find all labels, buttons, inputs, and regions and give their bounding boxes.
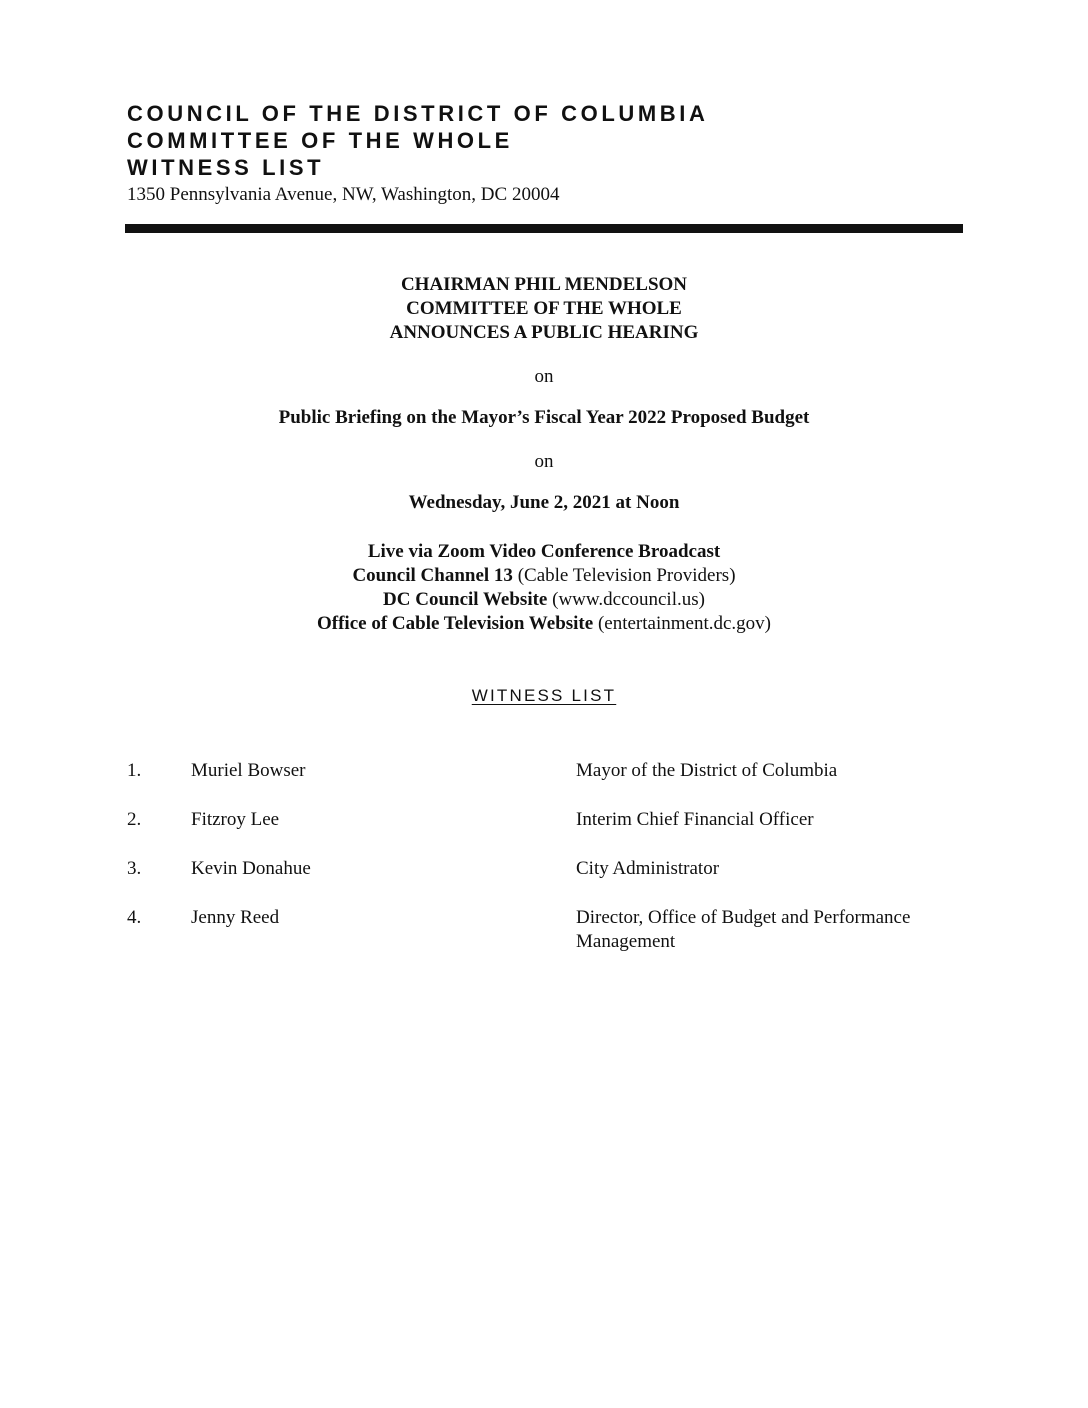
witness-title: Director, Office of Budget and Performance Management bbox=[576, 907, 911, 952]
website-detail: (www.dccouncil.us) bbox=[547, 589, 705, 610]
octv-label: Office of Cable Television Website bbox=[317, 613, 594, 634]
connector-on-1: on bbox=[534, 366, 554, 387]
announcement-line-3: ANNOUNCES A PUBLIC HEARING bbox=[389, 322, 699, 343]
witness-name: Jenny Reed bbox=[191, 907, 280, 928]
channel-label: Council Channel 13 bbox=[352, 565, 513, 586]
hearing-date: Wednesday, June 2, 2021 at Noon bbox=[408, 492, 680, 513]
connector-on-2: on bbox=[534, 451, 554, 472]
announcement-line-1: CHAIRMAN PHIL MENDELSON bbox=[400, 274, 688, 295]
witness-list-heading-text: WITNESS LIST bbox=[471, 686, 617, 705]
witness-title: Interim Chief Financial Officer bbox=[576, 809, 814, 830]
witness-name: Muriel Bowser bbox=[191, 760, 306, 781]
announcement-line-2: COMMITTEE OF THE WHOLE bbox=[406, 298, 682, 319]
announcement bbox=[125, 273, 963, 345]
witness-number: 3. bbox=[127, 858, 142, 879]
witness-title: Mayor of the District of Columbia bbox=[576, 760, 838, 781]
witness-name: Fitzroy Lee bbox=[191, 809, 280, 830]
witness-title: City Administrator bbox=[576, 858, 720, 879]
octv-detail: (entertainment.dc.gov) bbox=[593, 613, 771, 634]
channel-detail: (Cable Television Providers) bbox=[512, 565, 736, 586]
broadcast-channel bbox=[125, 564, 963, 588]
witness-number: 4. bbox=[127, 907, 142, 928]
council-address: 1350 Pennsylvania Avenue, NW, Washington, DC 20004 bbox=[127, 184, 560, 205]
council-name: COUNCIL OF THE DISTRICT OF COLUMBIA bbox=[127, 101, 709, 126]
witness-number: 2. bbox=[127, 809, 142, 830]
hearing-title: Public Briefing on the Mayor’s Fiscal Year 2022 Proposed Budget bbox=[278, 407, 810, 428]
broadcast-zoom: Live via Zoom Video Conference Broadcast bbox=[367, 541, 721, 562]
witness-number: 1. bbox=[127, 760, 142, 781]
document-type: WITNESS LIST bbox=[127, 155, 325, 180]
broadcast-octv bbox=[125, 612, 963, 636]
witness-list-heading bbox=[125, 686, 963, 706]
committee-name: COMMITTEE OF THE WHOLE bbox=[127, 128, 513, 153]
website-label: DC Council Website bbox=[383, 589, 548, 610]
letterhead bbox=[127, 100, 967, 208]
header-divider bbox=[125, 224, 963, 233]
witness-name: Kevin Donahue bbox=[191, 858, 311, 879]
broadcast-website bbox=[125, 588, 963, 612]
broadcast-info bbox=[125, 540, 963, 636]
